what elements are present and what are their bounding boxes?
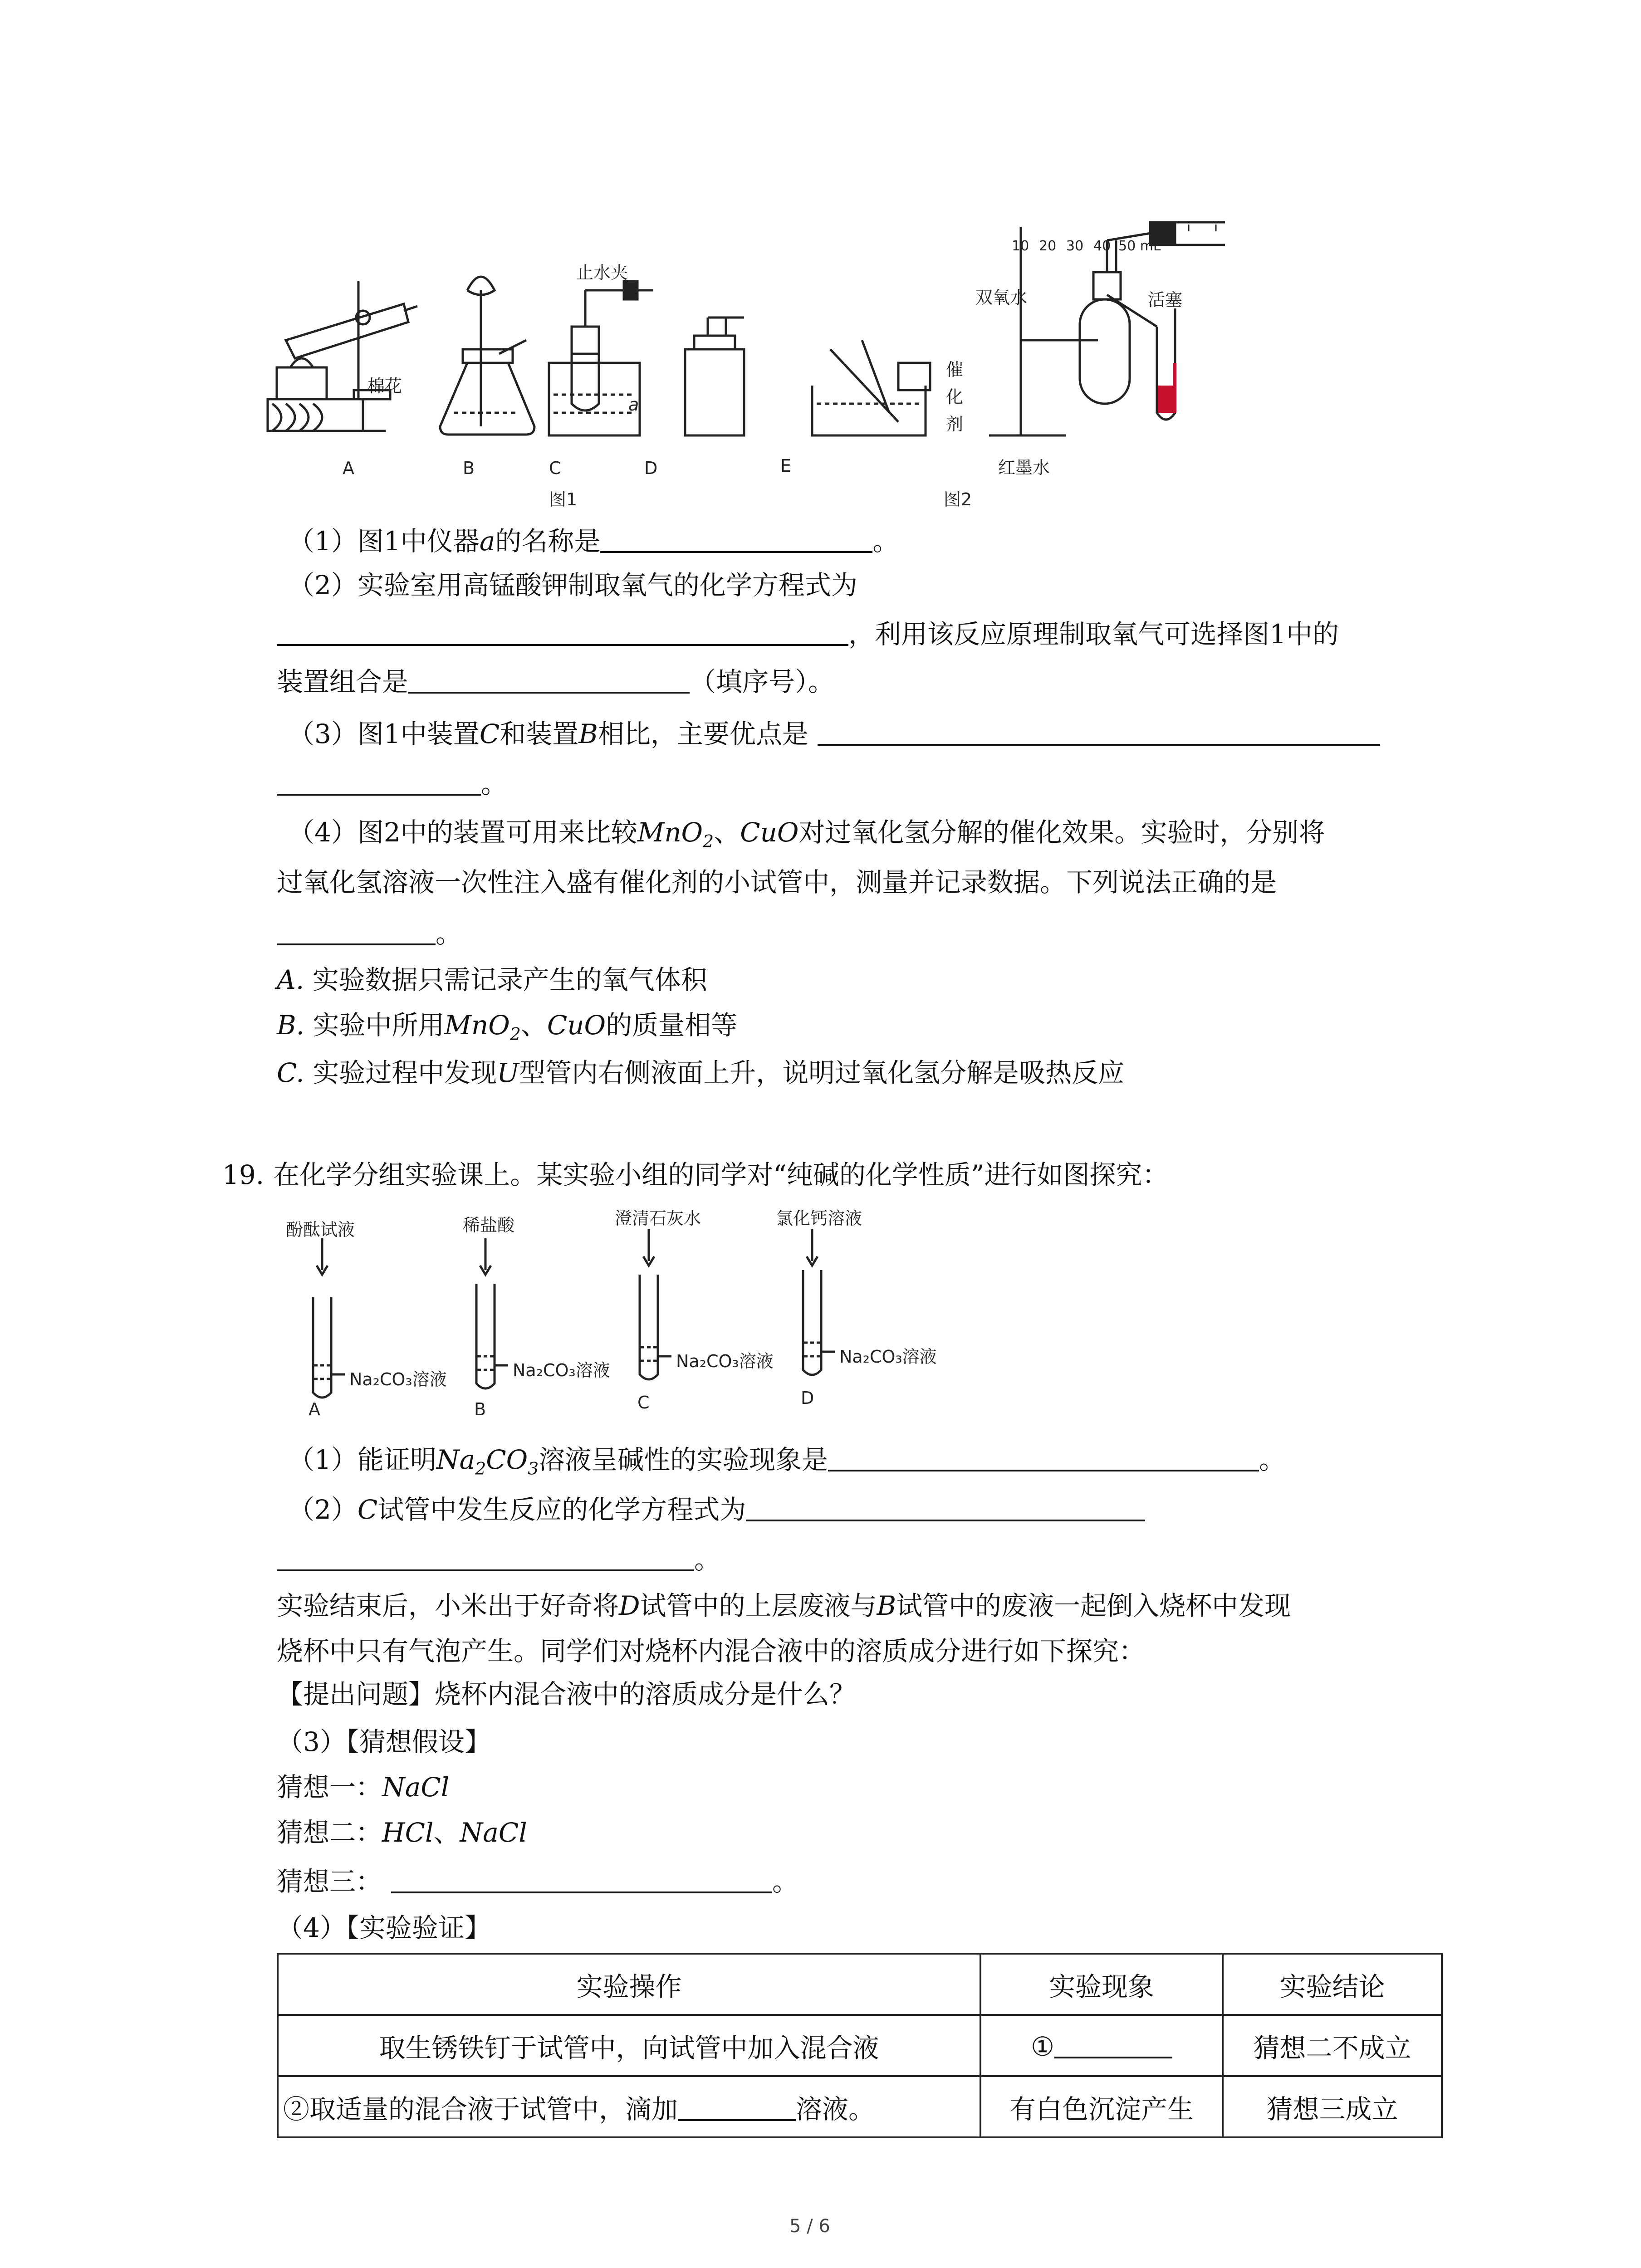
label-B: B [463, 458, 475, 478]
label-A: A [343, 458, 354, 478]
answer-blank-2[interactable] [277, 617, 848, 646]
h2o2-label: 双氧水 [975, 288, 1028, 308]
apparatus-e [812, 340, 930, 435]
catalyst-label: 催化剂 [946, 360, 964, 434]
tube-letter-d: D [801, 1388, 814, 1408]
syringe-ticks [1189, 225, 1225, 231]
answer-blank-1[interactable] [600, 524, 872, 553]
guess-2: 猜想二：HCl、NaCl [277, 1817, 527, 1848]
reagent-b: 稀盐酸 [463, 1215, 515, 1235]
q19-question: 【提出问题】烧杯内混合液中的溶质成分是什么？ [277, 1679, 856, 1710]
answer-blank-9[interactable] [1054, 2029, 1172, 2058]
apparatus-d [685, 318, 744, 435]
q18-part3: （3）图1中装置C和装置B相比，主要优点是 [288, 717, 1380, 750]
guess-1: 猜想一：NaCl [277, 1772, 450, 1803]
row2-operation: ②取适量的混合液于试管中，滴加 溶液。 [278, 2076, 980, 2137]
cotton-label: 棉花 [367, 376, 402, 396]
q18-part2-line2: ，利用该反应原理制取氧气可选择图1中的 [277, 617, 1339, 650]
row2-conclusion: 猜想三成立 [1223, 2076, 1442, 2137]
page-number: 5 / 6 [789, 2216, 830, 2237]
answer-blank-4[interactable] [818, 717, 1380, 746]
figure2-caption: 图2 [944, 489, 972, 509]
q19-part1: （1）能证明$Na_2CO_3$溶液呈碱性的实验现象是 。 [288, 1442, 1285, 1485]
row2-phenomenon: 有白色沉淀产生 [980, 2076, 1223, 2137]
answer-blank-10[interactable] [678, 2092, 796, 2121]
answer-blank-3[interactable] [408, 665, 690, 694]
header-conclusion: 实验结论 [1223, 1954, 1442, 2015]
q18-option-b: B. 实验中所用MnO$_2$、CuO的质量相等 [277, 1010, 738, 1044]
clamp-label: 止水夹 [576, 263, 628, 283]
guess-3: 猜想三： 。 [277, 1864, 798, 1897]
q18-part1: （1）图1中仪器a的名称是 。 [288, 524, 899, 557]
q19-part2-cont: 。 [277, 1542, 720, 1575]
q18-part2-line3: 装置组合是 （填序号）。 [277, 665, 834, 698]
q19-part4: （4）【实验验证】 [277, 1912, 491, 1943]
q19-part3: （3）【猜想假设】 [277, 1726, 491, 1757]
solution-d: Na₂CO₃溶液 [839, 1347, 937, 1367]
tube-letter-a: A [309, 1399, 320, 1419]
answer-blank-5[interactable] [277, 916, 436, 945]
label-E: E [780, 456, 792, 476]
tick-10: 10 [1012, 238, 1029, 254]
solution-b: Na₂CO₃溶液 [513, 1360, 610, 1380]
apparatus-figure [254, 213, 1225, 522]
solution-c: Na₂CO₃溶液 [676, 1351, 774, 1371]
apparatus-b [440, 277, 534, 435]
row1-conclusion: 猜想二不成立 [1223, 2015, 1442, 2076]
answer-blank-7[interactable] [746, 1492, 1145, 1521]
q18-part4-line1: （4）图2中的装置可用来比较MnO$_2$、CuO对过氧化氢分解的催化效果。实验时，分别将 [288, 817, 1325, 851]
instrument-a-label: a [628, 395, 639, 415]
row1-operation: 取生锈铁钉于试管中，向试管中加入混合液 [278, 2015, 980, 2076]
tick-40: 40 [1093, 238, 1111, 254]
tick-30: 30 [1066, 238, 1084, 254]
answer-blank-4b[interactable] [277, 767, 481, 796]
label-D: D [644, 458, 658, 478]
tube-letter-b: B [474, 1399, 486, 1419]
q18-part4-line3: 。 [277, 916, 462, 949]
apparatus-a [268, 281, 417, 431]
answer-blank-6[interactable] [828, 1442, 1259, 1471]
ink-label: 红墨水 [998, 458, 1050, 478]
q19-part2: （2）C试管中发生反应的化学方程式为 [288, 1492, 1145, 1525]
reagent-d: 氯化钙溶液 [776, 1208, 862, 1228]
q18-option-a: A. 实验数据只需记录产生的氧气体积 [277, 964, 707, 995]
header-operation: 实验操作 [278, 1954, 980, 2015]
tick-50: 50 mL [1118, 238, 1161, 254]
q18-part2-line1: （2）实验室用高锰酸钾制取氧气的化学方程式为 [288, 570, 857, 601]
tube-letter-c: C [637, 1393, 650, 1413]
tick-20: 20 [1039, 238, 1057, 254]
q18-part4-line2: 过氧化氢溶液一次性注入盛有催化剂的小试管中，测量并记录数据。下列说法正确的是 [277, 867, 1277, 898]
q19-para2: 烧杯中只有气泡产生。同学们对烧杯内混合液中的溶质成分进行如下探究： [277, 1636, 1146, 1667]
reagent-c: 澄清石灰水 [615, 1208, 701, 1228]
header-phenomenon: 实验现象 [980, 1954, 1223, 2015]
answer-blank-7b[interactable] [277, 1542, 694, 1571]
label-C: C [549, 458, 561, 478]
figure1-caption: 图1 [549, 489, 578, 509]
piston-label: 活塞 [1148, 290, 1183, 310]
red-ink [1158, 386, 1174, 413]
answer-blank-8[interactable] [391, 1864, 772, 1893]
q19-intro: 19. 在化学分组实验课上。某实验小组的同学对“纯碱的化学性质”进行如图探究： [222, 1159, 1169, 1190]
solution-a: Na₂CO₃溶液 [349, 1369, 447, 1389]
q18-part3-cont: 。 [277, 767, 507, 800]
red-ink-right [1173, 363, 1176, 413]
q19-para1: 实验结束后，小米出于好奇将D试管中的上层废液与B试管中的废液一起倒入烧杯中发现 [277, 1590, 1291, 1621]
experiment-table [277, 1953, 1443, 2138]
reagent-a: 酚酞试液 [286, 1220, 355, 1240]
row1-phenomenon: ① [980, 2015, 1223, 2076]
q18-option-c: C. 实验过程中发现U型管内右侧液面上升，说明过氧化氢分解是吸热反应 [277, 1057, 1125, 1088]
